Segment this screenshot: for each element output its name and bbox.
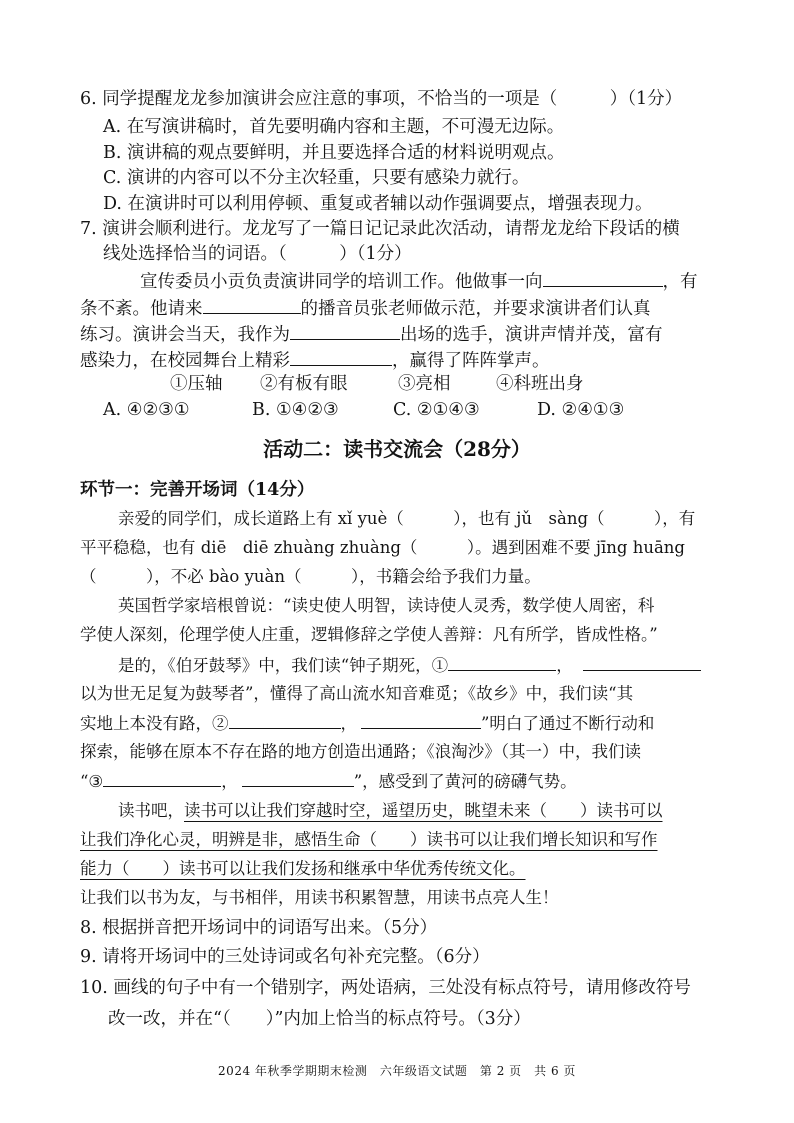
opening-line11-text-a: 读书吧， (118, 801, 184, 820)
opening-line4: 英国哲学家培根曾说：“读史使人明智，读诗使人灵秀，数学使人周密，科 (118, 596, 655, 615)
opening-line7: 以为世无足复为鼓琴者”，懂得了高山流水知音难觅；《故乡》中，我们读“其 (80, 684, 634, 703)
opening-line8-comma: ， (340, 714, 357, 733)
q7-choice-c: C. ②①④③ (393, 400, 480, 420)
q6-option-b: B. 演讲稿的观点要鲜明，并且要选择合适的材料说明观点。 (103, 143, 565, 163)
opening-line11 (118, 800, 663, 822)
q7-choice-b: B. ①④②③ (252, 400, 339, 420)
poem-blank-2a (229, 712, 341, 729)
q7-blank-4 (290, 349, 392, 366)
opening-line6-comma: ， (556, 656, 573, 675)
opening-line1: 亲爱的同学们，成长道路上有 xǐ yuè（ ），也有 jǔ sàng（ ），有 (118, 509, 696, 528)
q9-stem: 9. 请将开场词中的三处诗词或名句补充完整。（6分） (80, 947, 490, 967)
q7-p4-text-a: 感染力，在校园舞台上精彩 (80, 351, 290, 371)
q7-word-2: ②有板有眼 (260, 374, 348, 394)
opening-line10-text-c: ”，感受到了黄河的磅礴气势。 (353, 772, 577, 791)
activity2-title: 活动二：读书交流会（28分） (263, 437, 531, 461)
q7-choice-a: A. ④②③① (103, 400, 190, 420)
q7-paragraph-line4 (80, 349, 550, 372)
q7-p3-text-b: 出场的选手，演讲声情并茂，富有 (400, 325, 663, 345)
opening-line8-text-c: ”明白了通过不断行动和 (481, 714, 655, 733)
q7-p4-text-b: ，赢得了阵阵掌声。 (392, 351, 550, 371)
opening-line2: 平平稳稳，也有 diē diē zhuàng zhuàng（ ）。遇到困难不要 jīng huāng (80, 538, 685, 557)
q6-option-d: D. 在演讲时可以利用停顿、重复或者辅以动作强调要点，增强表现力。 (103, 194, 653, 214)
q7-p2-text-a: 条不紊。他请来 (80, 299, 203, 319)
q7-blank-2 (203, 297, 301, 314)
q7-stem-line1: 7. 演讲会顺利进行。龙龙写了一篇日记记录此次活动，请帮龙龙给下段话的横 (80, 219, 680, 239)
q7-p1-text-b: ，有 (662, 272, 698, 292)
poem-blank-1a (448, 654, 556, 671)
q6-option-a: A. 在写演讲稿时，首先要明确内容和主题，不可漫无边际。 (103, 117, 565, 137)
q7-paragraph-line3 (80, 323, 663, 346)
q10-stem-line2: 改一改，并在“（ ）”内加上恰当的标点符号。（3分） (108, 1009, 531, 1029)
q7-p2-text-b: 的播音员张老师做示范，并要求演讲者们认真 (300, 299, 651, 319)
q6-option-c: C. 演讲的内容可以不分主次轻重，只要有感染力就行。 (103, 168, 530, 188)
q7-word-1: ①压轴 (170, 374, 223, 394)
opening-line10 (80, 770, 577, 793)
opening-line8 (80, 712, 654, 735)
opening-line10-comma: ， (221, 772, 238, 791)
q8-stem: 8. 根据拼音把开场词中的词语写出来。（5分） (80, 918, 438, 938)
q6-stem: 6. 同学提醒龙龙参加演讲会应注意的事项，不恰当的一项是（ ）（1分） (80, 89, 683, 109)
q7-p3-text-a: 练习。演讲会当天，我作为 (80, 325, 290, 345)
q7-stem-line2: 线处选择恰当的词语。（ ）（1分） (103, 244, 412, 264)
q7-blank-3 (290, 323, 400, 340)
q7-word-4: ④科班出身 (496, 374, 584, 394)
q7-paragraph-line1 (140, 270, 698, 293)
opening-line8-text-a: 实地上本没有路，② (80, 714, 229, 733)
opening-line5: 学使人深刻，伦理学使人庄重，逻辑修辞之学使人善辩：凡有所学，皆成性格。” (80, 625, 658, 644)
underlined-sentence-part2: 让我们净化心灵，明辨是非，感悟生命（ ）读书可以让我们增长知识和写作 (80, 830, 658, 849)
underlined-sentence-part3: 能力（ ）读书可以让我们发扬和继承中华优秀传统文化。 (80, 859, 526, 878)
poem-blank-3b (242, 770, 354, 787)
opening-closing-line: 让我们以书为友，与书相伴，用读书积累智慧，用读书点亮人生！ (80, 888, 559, 907)
q7-paragraph-line2 (80, 297, 651, 320)
opening-line10-text-a: “③ (80, 772, 104, 791)
q10-stem-line1: 10. 画线的句子中有一个错别字，两处语病，三处没有标点符号，请用修改符号 (80, 978, 691, 998)
page-footer: 2024 年秋季学期期末检测 六年级语文试题 第 2 页 共 6 页 (218, 1064, 576, 1078)
opening-line6 (118, 654, 701, 677)
q7-blank-1 (543, 270, 663, 287)
opening-line9: 探索，能够在原本不存在路的地方创造出通路；《浪淘沙》（其一）中，我们读 (80, 742, 641, 761)
poem-blank-2b (361, 712, 481, 729)
underlined-sentence-part1: 读书可以让我们穿越时空，遥望历史，眺望未来（ ）读书可以 (184, 801, 663, 820)
opening-line3: （ ），不必 bào yuàn（ ），书籍会给予我们力量。 (80, 567, 541, 586)
q7-choice-d: D. ②④①③ (537, 400, 625, 420)
poem-blank-3a (103, 770, 221, 787)
section1-title: 环节一：完善开场词（14分） (80, 480, 315, 500)
opening-line6-text: 是的，《伯牙鼓琴》中，我们读“钟子期死，① (118, 656, 449, 675)
q7-word-3: ③亮相 (398, 374, 451, 394)
poem-blank-1b (583, 654, 701, 671)
q7-p1-text-a: 宣传委员小贡负责演讲同学的培训工作。他做事一向 (140, 272, 543, 292)
